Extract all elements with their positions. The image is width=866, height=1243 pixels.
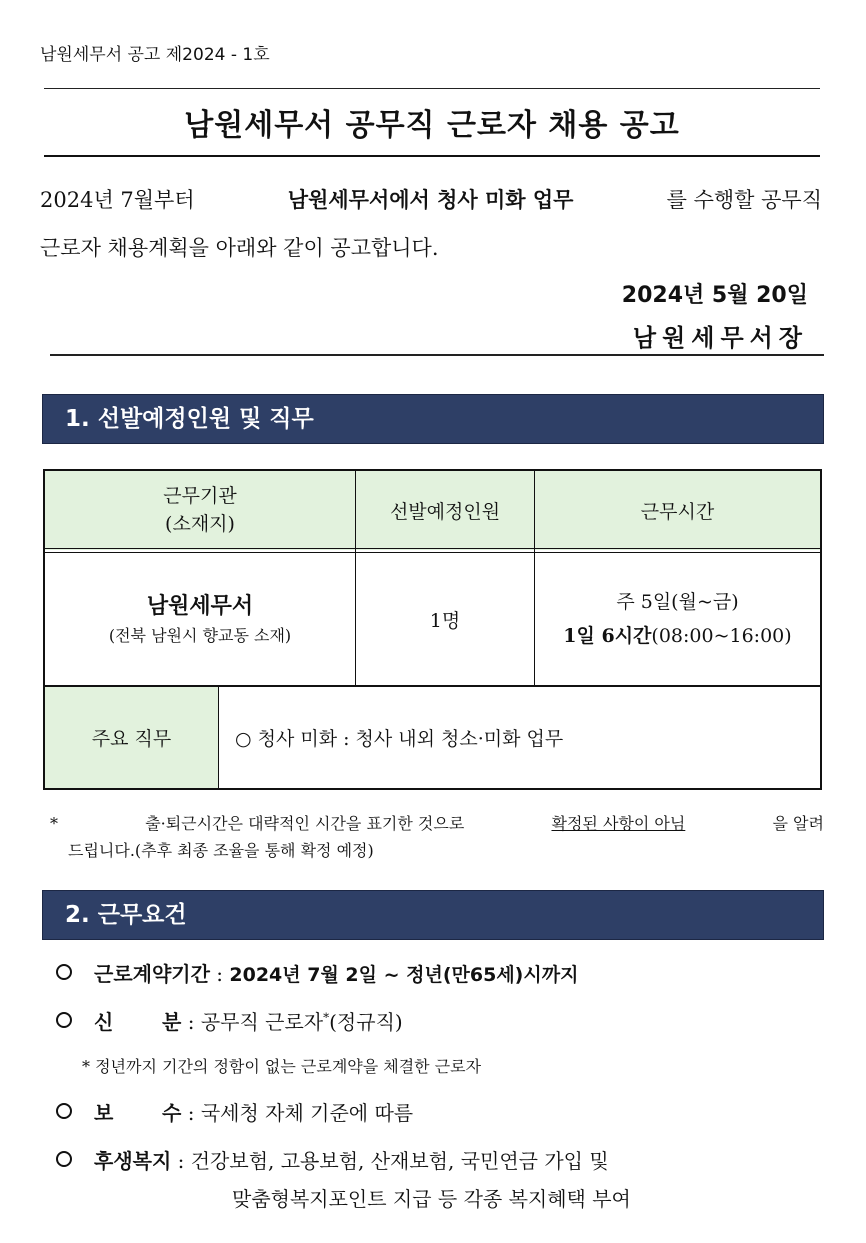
req-label: 근로계약기간 [94,962,210,986]
req-sep: : [209,962,230,986]
footnote-text-b: 을 알려 [772,814,824,833]
td-hours-line2 [563,619,791,653]
req-sep: : [181,1101,201,1125]
signature-rule [50,354,824,356]
req-sup: * [323,1010,330,1025]
bullet-circle-icon [56,964,72,980]
td-office-location: (전북 남원시 향교동 소재) [108,626,292,645]
th-hours: 근무시간 [640,500,715,523]
td-hours-rest: (08:00~16:00) [651,625,792,647]
header-rule-bottom [44,155,820,157]
td-office-name: 남원세무서 [146,593,254,619]
req-value2: (정규직) [329,1010,403,1034]
req-label: 보 수 [94,1101,182,1125]
req-welfare [56,1145,609,1174]
status-note: * 정년까지 기간의 정함이 없는 근로계약을 체결한 근로자 [82,1057,482,1076]
th-office-line1: 근무기관 [163,485,237,507]
req-value: 국세청 자체 기준에 따름 [200,1101,414,1125]
page-title: 남원세무서 공무직 근로자 채용 공고 [184,108,680,143]
intro-text-part2: 를 수행할 공무직 [666,188,822,212]
notice-number: 남원세무서 공고 제2024 - 1호 [40,45,270,65]
req-sep: : [181,1010,201,1034]
bullet-circle-icon [56,1151,72,1167]
td-office [45,553,355,685]
td-hours [535,553,820,685]
footnote-text-underlined: 확정된 사항이 아님 [551,814,686,833]
th-office-line2: (소재지) [165,513,235,535]
bullet-circle-icon [56,1012,72,1028]
footnote-text-a: 출·퇴근시간은 대략적인 시간을 표기한 것으로 [145,814,465,833]
req-value: 2024년 7월 2일 ~ 정년(만65세)시까지 [229,964,579,986]
req-label: 신 분 [94,1010,182,1034]
duty-label: 주요 직무 [91,728,172,750]
td-quota: 1명 [429,609,461,632]
intro-text-bold: 남원세무서에서 청사 미화 업무 [287,187,574,212]
intro-paragraph [40,176,822,272]
req-value: 건강보험, 고용보험, 산재보험, 국민연금 가입 및 [190,1149,609,1173]
footnote-star: * [50,814,58,833]
td-hours-line1: 주 5일(월~금) [616,591,739,613]
th-office [45,471,355,549]
th-quota: 선발예정인원 [389,500,501,523]
req-status [56,1006,403,1035]
notice-issuer: 남원세무서장 [632,324,808,352]
td-hours-bold: 1일 6시간 [563,625,652,647]
intro-text-line2: 근로자 채용계획을 아래와 같이 공고합니다. [40,236,439,260]
req-value: 공무직 근로자 [200,1010,324,1034]
bullet-circle-icon [56,1103,72,1119]
footnote-line2: 드립니다.(추후 최종 조율을 통해 확정 예정) [68,841,374,860]
table-border-bottom [43,788,822,790]
req-welfare-line2: 맞춤형복지포인트 지급 등 각종 복지혜택 부여 [232,1187,631,1211]
section-header-2: 2. 근무요건 [42,890,824,940]
table-border-right [820,469,822,790]
req-contract-period [56,958,578,987]
section-header-1: 1. 선발예정인원 및 직무 [42,394,824,444]
req-sep: : [171,1149,191,1173]
duty-value: ○ 청사 미화 : 청사 내외 청소·미화 업무 [235,728,564,750]
req-pay [56,1097,413,1126]
req-label: 후생복지 [94,1149,172,1173]
intro-text-part1: 2024년 7월부터 [40,188,195,212]
header-rule-top [44,88,820,89]
notice-date: 2024년 5월 20일 [621,283,808,308]
hours-footnote [50,810,824,864]
